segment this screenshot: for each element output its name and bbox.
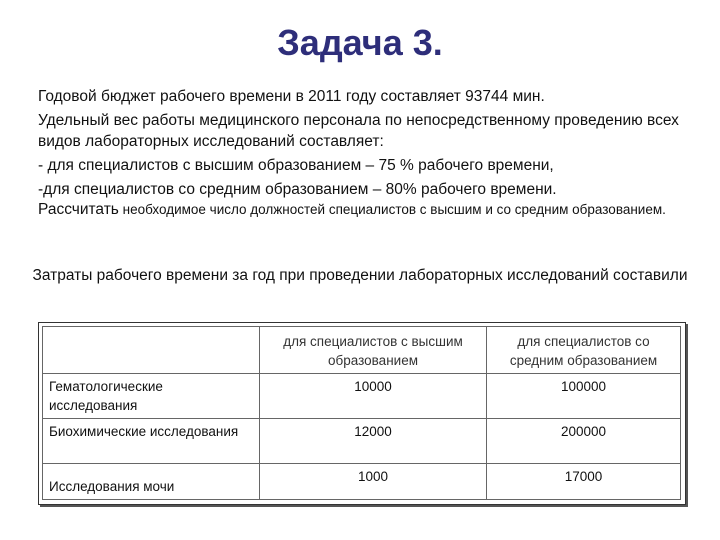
time-costs-table-frame: [38, 322, 686, 505]
secondary-education-share: -для специалистов со средним образованием – 80% рабочего времени.: [38, 181, 557, 198]
row-label: Исследования мочи: [43, 464, 260, 500]
table-row: [43, 464, 681, 500]
calculate-rest: необходимое число должностей специалистов с высшим и со средним образованием.: [118, 202, 666, 217]
row-label: Гематологические исследования: [43, 374, 260, 419]
budget-line: Годовой бюджет рабочего времени в 2011 году составляет 93744 мин.: [38, 88, 545, 105]
header-secondary-education: для специалистов со средним образованием: [487, 327, 681, 374]
cell-secondary: 17000: [487, 464, 681, 500]
table-header-row: [43, 327, 681, 374]
cell-higher: 12000: [260, 419, 487, 464]
share-line: Удельный вес работы медицинского персонала по непосредственному проведению всех видов лабораторных исследований составляет:: [38, 112, 679, 150]
cell-secondary: 100000: [487, 374, 681, 419]
cell-higher: 10000: [260, 374, 487, 419]
slide-title: Задача 3.: [277, 22, 443, 63]
header-higher-education: для специалистов с высшим образованием: [260, 327, 487, 374]
calculation-task: [38, 200, 688, 219]
time-costs-table: [42, 326, 681, 500]
cell-secondary: 200000: [487, 419, 681, 464]
cell-higher: 1000: [260, 464, 487, 500]
table-row: [43, 374, 681, 419]
table-caption: Затраты рабочего времени за год при проведении лабораторных исследований составили: [32, 267, 688, 284]
table-row: [43, 419, 681, 464]
header-empty: [43, 327, 260, 374]
task-text: [38, 86, 688, 219]
calculate-word: Рассчитать: [38, 201, 119, 218]
row-label: Биохимические исследования: [43, 419, 260, 464]
higher-education-share: - для специалистов с высшим образованием – 75 % рабочего времени,: [38, 157, 554, 174]
